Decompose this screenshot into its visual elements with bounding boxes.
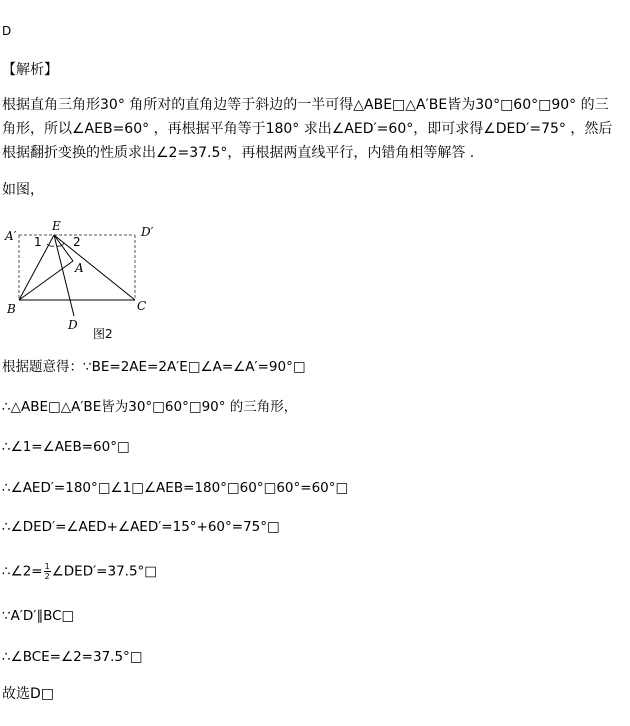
step-2: ∴△ABE□△A′BE皆为30°□60°□90° 的三角形，: [2, 399, 298, 415]
label-E: E: [52, 219, 61, 233]
step-6: [2, 562, 157, 581]
analysis-paragraph: [2, 93, 626, 165]
conclusion: 故选D□: [2, 686, 55, 702]
fraction-denominator: 2: [44, 572, 50, 581]
label-D-prime: D′: [141, 225, 154, 239]
step-7: ∵A′D′∥BC□: [2, 608, 75, 624]
as-figure-text: 如图，: [2, 182, 44, 198]
step-6-prefix: ∴∠2=: [2, 563, 43, 580]
analysis-line-2: 角形，所以∠AEB=60° ，再根据平角等于180° 求出∠AED′=60°，即可求得∠DED′=75° ，然后: [2, 121, 613, 137]
segment-EC: [54, 235, 135, 300]
label-C: C: [137, 299, 147, 313]
geometry-figure: [2, 216, 172, 346]
label-A: A: [75, 261, 84, 275]
analysis-line-1: 根据直角三角形30° 角所对的直角边等于斜边的一半可得△ABE□△A′BE皆为30°□60°□90° 的三: [2, 97, 609, 113]
label-B: B: [7, 302, 16, 316]
label-angle-2: 2: [73, 235, 81, 249]
fraction-half: [44, 562, 51, 581]
fraction-numerator: 1: [44, 562, 50, 571]
segment-ED: [54, 235, 74, 316]
step-1: 根据题意得：∵BE=2AE=2A′E□∠A=∠A′=90°□: [2, 359, 306, 375]
analysis-line-3: 根据翻折变换的性质求出∠2=37.5°，再根据两直线平行，内错角相等解答 .: [2, 145, 475, 161]
label-D: D: [68, 318, 78, 332]
step-4: ∴∠AED′=180°□∠1□∠AEB=180°□60°□60°=60°□: [2, 480, 349, 496]
answer-text: D: [2, 24, 12, 38]
label-A-prime: A′: [5, 229, 17, 243]
figure-caption: 图2: [93, 327, 113, 341]
analysis-heading: 【解析】: [2, 62, 58, 78]
step-5: ∴∠DED′=∠AED+∠AED′=15°+60°=75°□: [2, 519, 280, 535]
step-3: ∴∠1=∠AEB=60°□: [2, 439, 130, 455]
step-8: ∴∠BCE=∠2=37.5°□: [2, 649, 143, 665]
step-6-suffix: ∠DED′=37.5°□: [51, 563, 158, 580]
label-angle-1: 1: [34, 235, 42, 249]
